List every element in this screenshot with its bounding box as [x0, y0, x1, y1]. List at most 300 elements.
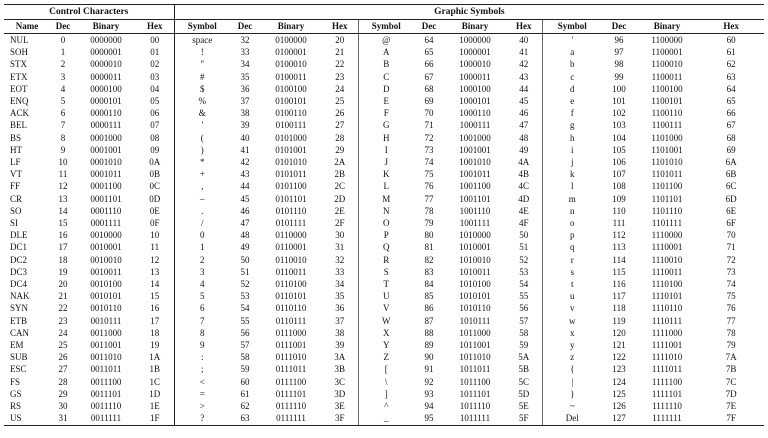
graphic3-dec-cell: 125 — [612, 388, 626, 399]
table-row — [4, 315, 764, 327]
graphic1-dec-cell: 35 — [240, 71, 250, 82]
graphic3-hex-cell: 79 — [726, 340, 736, 351]
control-dec-cell: 23 — [58, 315, 68, 326]
graphic3-hex-cell: 67 — [726, 120, 736, 131]
graphic3-dec-cell: 101 — [612, 96, 626, 107]
graphic2-binary-cell: 1001000 — [459, 132, 491, 143]
graphic2-hex-cell: 44 — [506, 83, 542, 95]
graphic1-binary-cell: 0111100 — [275, 376, 307, 387]
graphic1-binary-cell: 0101110 — [275, 205, 307, 216]
graphic2-hex-cell: 4F — [506, 217, 542, 229]
graphic1-binary-cell: 0100001 — [275, 47, 307, 58]
graphic1-hex-cell: 31 — [322, 241, 358, 253]
graphic1-hex-cell: 24 — [322, 83, 358, 95]
graphic1-dec-cell: 59 — [240, 364, 250, 375]
graphic1-symbol-cell: < — [199, 376, 205, 387]
graphic3-dec-cell: 102 — [612, 108, 626, 119]
control-binary-cell: 0001100 — [90, 181, 122, 192]
graphic1-symbol-cell: % — [198, 96, 206, 107]
graphic3-dec-cell: 108 — [612, 181, 626, 192]
graphic1-binary-cell: 0111010 — [275, 352, 307, 363]
graphic1-hex-cell: 30 — [322, 229, 358, 241]
graphic1-symbol-cell: , — [201, 181, 204, 192]
control-hex-cell: 17 — [136, 315, 174, 327]
control-hex-cell: 00 — [136, 34, 174, 47]
graphic1-dec-cell: 51 — [240, 266, 250, 277]
graphic3-hex-cell: 61 — [726, 47, 736, 58]
graphic3-dec-cell: 99 — [614, 71, 624, 82]
control-binary-cell: 0001101 — [90, 193, 122, 204]
graphic1-header-symbol: Symbol — [174, 20, 230, 34]
graphic3-binary-cell: 1111010 — [651, 352, 683, 363]
graphic2-hex-cell: 56 — [506, 302, 542, 314]
graphic1-hex-cell: 33 — [322, 266, 358, 278]
graphic3-dec-cell: 113 — [612, 242, 626, 253]
graphic3-hex-cell: 7E — [726, 401, 737, 412]
control-dec-cell: 30 — [58, 401, 68, 412]
table-row — [4, 168, 764, 180]
graphic3-symbol-cell: z — [570, 352, 575, 363]
graphic3-hex-cell: 75 — [726, 291, 736, 302]
graphic1-symbol-cell: . — [201, 205, 204, 216]
graphic2-binary-cell: 1010001 — [459, 242, 491, 253]
graphic1-binary-cell: 0110110 — [275, 303, 307, 314]
control-binary-cell: 0001110 — [90, 205, 122, 216]
graphic3-hex-cell: 6D — [725, 193, 737, 204]
control-name-cell: DLE — [10, 230, 28, 241]
graphic1-binary-cell: 0110101 — [275, 291, 307, 302]
control-name-cell: SYN — [10, 303, 29, 314]
table-row — [4, 95, 764, 107]
table-row — [4, 376, 764, 388]
graphic1-symbol-cell: 4 — [200, 279, 205, 290]
graphic2-symbol-cell: K — [383, 169, 390, 180]
graphic2-dec-cell: 93 — [424, 388, 434, 399]
graphic2-binary-cell: 1001011 — [459, 169, 491, 180]
graphic2-binary-cell: 1001100 — [459, 181, 491, 192]
graphic2-binary-cell: 1001110 — [459, 205, 491, 216]
graphic3-dec-cell: 97 — [614, 47, 624, 58]
graphic2-dec-cell: 76 — [424, 181, 434, 192]
graphic3-hex-cell: 63 — [726, 71, 736, 82]
graphic1-binary-cell: 0110000 — [275, 230, 307, 241]
control-hex-cell: 0B — [136, 168, 174, 180]
graphic1-symbol-cell: 1 — [200, 242, 205, 253]
graphic3-header-symbol: Symbol — [542, 20, 602, 34]
graphic1-dec-cell: 38 — [240, 108, 250, 119]
graphic1-hex-cell: 38 — [322, 327, 358, 339]
control-hex-cell: 0F — [136, 217, 174, 229]
graphic3-dec-cell: 105 — [612, 144, 626, 155]
ascii-table — [4, 4, 764, 426]
control-name-cell: SO — [10, 205, 22, 216]
graphic3-header-binary: Binary — [636, 20, 698, 34]
graphic2-hex-cell: 4B — [506, 168, 542, 180]
graphic2-binary-cell: 1000110 — [459, 108, 491, 119]
graphic3-binary-cell: 1100101 — [651, 96, 683, 107]
graphic1-hex-cell: 3A — [322, 351, 358, 363]
control-dec-cell: 11 — [58, 169, 68, 180]
graphic2-symbol-cell: A — [383, 47, 390, 58]
graphic1-binary-cell: 0100000 — [275, 35, 307, 45]
graphic3-binary-cell: 1100111 — [651, 120, 683, 131]
graphic1-symbol-cell: " — [200, 59, 205, 70]
graphic1-symbol-cell: = — [199, 388, 205, 399]
graphic1-dec-cell: 61 — [240, 388, 250, 399]
graphic2-symbol-cell: P — [383, 230, 389, 241]
graphic2-hex-cell: 51 — [506, 241, 542, 253]
graphic3-symbol-cell: i — [570, 144, 574, 155]
graphic1-binary-cell: 0111101 — [275, 388, 307, 399]
graphic2-symbol-cell: W — [382, 315, 391, 326]
graphic1-binary-cell: 0101011 — [275, 169, 307, 180]
graphic2-dec-cell: 92 — [424, 376, 434, 387]
graphic3-binary-cell: 1100110 — [651, 108, 683, 119]
graphic2-binary-cell: 1010101 — [459, 291, 491, 302]
graphic2-symbol-cell: B — [383, 59, 390, 70]
graphic1-symbol-cell: $ — [200, 83, 205, 94]
graphic2-binary-cell: 1000000 — [459, 35, 491, 45]
table-row — [4, 107, 764, 119]
graphic2-hex-cell: 5D — [506, 388, 542, 400]
control-name-cell: ESC — [10, 364, 27, 375]
graphic1-dec-cell: 50 — [240, 254, 250, 265]
control-hex-cell: 13 — [136, 266, 174, 278]
control-name-cell: ETX — [10, 71, 28, 82]
graphic3-symbol-cell: } — [570, 388, 575, 399]
graphic3-binary-cell: 1111000 — [651, 327, 683, 338]
graphic1-hex-cell: 3D — [322, 388, 358, 400]
graphic2-symbol-cell: I — [384, 144, 388, 155]
control-dec-cell: 21 — [58, 291, 68, 302]
graphic1-hex-cell: 39 — [322, 339, 358, 351]
graphic1-symbol-cell: ( — [200, 132, 204, 143]
graphic2-binary-cell: 1011100 — [459, 376, 491, 387]
graphic1-symbol-cell: space — [192, 35, 213, 45]
control-dec-cell: 16 — [58, 230, 68, 241]
table-row — [4, 327, 764, 339]
graphic2-symbol-cell: Y — [383, 340, 390, 351]
graphic3-dec-cell: 123 — [612, 364, 626, 375]
graphic3-dec-cell: 121 — [612, 340, 626, 351]
graphic2-hex-cell: 41 — [506, 46, 542, 58]
graphic3-dec-cell: 118 — [612, 303, 626, 314]
table-row — [4, 205, 764, 217]
graphic3-symbol-cell: b — [570, 59, 575, 70]
control-hex-cell: 08 — [136, 132, 174, 144]
graphic3-dec-cell: 103 — [612, 120, 626, 131]
graphic1-symbol-cell: ; — [200, 364, 204, 375]
graphic1-symbol-cell: & — [198, 108, 206, 119]
control-name-cell: RS — [10, 401, 22, 412]
control-name-cell: SI — [10, 218, 19, 229]
graphic2-dec-cell: 78 — [424, 205, 434, 216]
control-characters-title: Control Characters — [4, 5, 174, 20]
graphic3-symbol-cell: a — [570, 47, 575, 58]
graphic3-hex-cell: 66 — [726, 108, 736, 119]
graphic2-dec-cell: 80 — [424, 230, 434, 241]
control-header-binary: Binary — [76, 20, 136, 34]
control-name-cell: VT — [10, 169, 22, 180]
graphic3-dec-cell: 111 — [612, 218, 626, 229]
graphic2-dec-cell: 84 — [424, 279, 434, 290]
graphic2-symbol-cell: @ — [382, 35, 391, 45]
graphic1-symbol-cell: ) — [200, 144, 204, 155]
graphic3-symbol-cell: ~ — [569, 401, 575, 412]
graphic2-symbol-cell: [ — [384, 364, 388, 375]
control-dec-cell: 1 — [60, 47, 66, 58]
graphic3-binary-cell: 1110010 — [651, 254, 683, 265]
graphic2-hex-cell: 5C — [506, 376, 542, 388]
graphic3-hex-cell: 7D — [725, 388, 737, 399]
graphic3-hex-cell: 6B — [725, 169, 737, 180]
graphic3-binary-cell: 1101001 — [651, 144, 683, 155]
graphic2-binary-cell: 1001101 — [459, 193, 491, 204]
graphic2-hex-cell: 49 — [506, 144, 542, 156]
graphic3-binary-cell: 1110111 — [651, 315, 683, 326]
control-binary-cell: 0011110 — [90, 401, 122, 412]
graphic2-symbol-cell: E — [383, 96, 389, 107]
control-name-cell: GS — [10, 388, 22, 399]
ascii-table-figure — [4, 4, 764, 434]
control-hex-cell: 0A — [136, 156, 174, 168]
control-dec-cell: 8 — [60, 132, 66, 143]
control-name-cell: DC3 — [10, 266, 28, 277]
control-name-cell: DC2 — [10, 254, 28, 265]
control-hex-cell: 09 — [136, 144, 174, 156]
control-name-cell: ACK — [10, 108, 30, 119]
graphic1-binary-cell: 0100011 — [275, 71, 307, 82]
graphic2-hex-cell: 50 — [506, 229, 542, 241]
control-binary-cell: 0000000 — [90, 35, 122, 45]
graphic2-symbol-cell: \ — [384, 376, 388, 387]
graphic1-symbol-cell: ' — [201, 120, 204, 131]
graphic1-dec-cell: 47 — [240, 218, 250, 229]
control-hex-cell: 10 — [136, 229, 174, 241]
graphic1-hex-cell: 23 — [322, 71, 358, 83]
table-row — [4, 71, 764, 83]
graphic1-hex-cell: 27 — [322, 119, 358, 131]
graphic1-dec-cell: 34 — [240, 59, 250, 70]
control-name-cell: STX — [10, 59, 28, 70]
graphic3-hex-cell: 73 — [726, 266, 736, 277]
table-row — [4, 412, 764, 425]
table-row — [4, 241, 764, 253]
control-dec-cell: 29 — [58, 388, 68, 399]
graphic2-dec-cell: 89 — [424, 340, 434, 351]
control-dec-cell: 24 — [58, 327, 68, 338]
graphic1-hex-cell: 2E — [322, 205, 358, 217]
table-row — [4, 290, 764, 302]
control-binary-cell: 0010100 — [90, 279, 122, 290]
graphic2-symbol-cell: X — [383, 327, 390, 338]
graphic3-dec-cell: 127 — [602, 412, 636, 425]
control-hex-cell: 04 — [136, 83, 174, 95]
graphic1-dec-cell: 33 — [240, 47, 250, 58]
graphic1-dec-cell: 48 — [240, 230, 250, 241]
graphic1-symbol-cell: > — [199, 401, 205, 412]
graphic2-hex-cell: 5F — [506, 412, 542, 425]
graphic1-dec-cell: 56 — [240, 327, 250, 338]
graphic3-hex-cell: 70 — [726, 230, 736, 241]
graphic2-hex-cell: 55 — [506, 290, 542, 302]
table-row — [4, 156, 764, 168]
graphic1-hex-cell: 2D — [322, 193, 358, 205]
graphic3-header-dec: Dec — [602, 20, 636, 34]
graphic1-dec-cell: 44 — [240, 181, 250, 192]
graphic1-binary-cell: 0101101 — [275, 193, 307, 204]
graphic1-symbol-cell: # — [200, 71, 205, 82]
graphic2-dec-cell: 87 — [424, 315, 434, 326]
graphic3-hex-cell: 7C — [725, 376, 737, 387]
control-name-cell: SOH — [10, 47, 29, 58]
graphic2-dec-cell: 85 — [424, 291, 434, 302]
graphic2-binary-cell: 1000100 — [459, 83, 491, 94]
graphic1-dec-cell: 53 — [240, 291, 250, 302]
graphic3-binary-cell: 1101000 — [651, 132, 683, 143]
graphic2-hex-cell: 42 — [506, 58, 542, 70]
graphic3-binary-cell: 1101111 — [651, 218, 683, 229]
control-name-cell: BEL — [10, 120, 27, 131]
graphic1-dec-cell: 62 — [240, 401, 250, 412]
graphic1-header-binary: Binary — [260, 20, 322, 34]
graphic2-binary-cell: 1000011 — [459, 71, 491, 82]
graphic1-dec-cell: 46 — [240, 205, 250, 216]
control-dec-cell: 3 — [60, 71, 66, 82]
graphic3-binary-cell: 1100010 — [651, 59, 683, 70]
graphic3-binary-cell: 1111101 — [651, 388, 683, 399]
graphic1-dec-cell: 63 — [230, 412, 260, 425]
graphic2-binary-cell: 1010010 — [459, 254, 491, 265]
control-hex-cell: 1F — [136, 412, 174, 425]
graphic3-binary-cell: 1110011 — [651, 266, 683, 277]
graphic3-dec-cell: 114 — [612, 254, 626, 265]
table-row — [4, 339, 764, 351]
graphic2-dec-cell: 67 — [424, 71, 434, 82]
graphic2-hex-cell: 5E — [506, 400, 542, 412]
control-header-dec: Dec — [50, 20, 76, 34]
graphic3-symbol-cell: t — [570, 279, 574, 290]
graphic1-hex-cell: 2F — [322, 217, 358, 229]
table-row — [4, 34, 764, 47]
control-hex-cell: 06 — [136, 107, 174, 119]
graphic3-hex-cell: 6C — [725, 181, 737, 192]
graphic3-symbol-cell: r — [570, 254, 574, 265]
graphic3-hex-cell: 69 — [726, 144, 736, 155]
graphic1-symbol-cell: 0 — [200, 230, 205, 241]
graphic1-hex-cell: 28 — [322, 132, 358, 144]
graphic3-hex-cell: 7B — [725, 364, 737, 375]
graphic2-symbol-cell: F — [383, 108, 389, 119]
graphic3-dec-cell: 106 — [612, 157, 626, 168]
graphic3-symbol-cell: g — [570, 120, 575, 131]
control-binary-cell: 0010001 — [90, 242, 122, 253]
control-binary-cell: 0001000 — [90, 132, 122, 143]
graphic3-dec-cell: 117 — [612, 291, 626, 302]
graphic3-symbol-cell: x — [570, 327, 575, 338]
control-dec-cell: 20 — [58, 279, 68, 290]
control-binary-cell: 0000111 — [90, 120, 122, 131]
table-row — [4, 400, 764, 412]
graphic3-symbol-cell: y — [570, 340, 575, 351]
graphic2-binary-cell: 1011001 — [459, 340, 491, 351]
control-name-cell: ETB — [10, 315, 27, 326]
control-name-cell: ENQ — [10, 96, 29, 107]
graphic2-symbol-cell: _ — [358, 412, 414, 425]
graphic2-hex-cell: 4D — [506, 193, 542, 205]
graphic3-hex-cell: 68 — [726, 132, 736, 143]
graphic1-binary-cell: 0110010 — [275, 254, 307, 265]
graphic3-binary-cell: 1110101 — [651, 291, 683, 302]
graphic3-dec-cell: 116 — [612, 279, 626, 290]
graphic1-binary-cell: 0100010 — [275, 59, 307, 70]
graphic2-hex-cell: 59 — [506, 339, 542, 351]
graphic1-hex-cell: 3F — [322, 412, 358, 425]
control-binary-cell: 0000010 — [90, 59, 122, 70]
graphic3-dec-cell: 120 — [612, 327, 626, 338]
graphic2-binary-cell: 1010110 — [459, 303, 491, 314]
graphic2-hex-cell: 4A — [506, 156, 542, 168]
graphic1-symbol-cell: 5 — [200, 291, 205, 302]
graphic2-hex-cell: 54 — [506, 278, 542, 290]
graphic1-binary-cell: 0101000 — [275, 132, 307, 143]
control-hex-cell: 0D — [136, 193, 174, 205]
control-dec-cell: 27 — [58, 364, 68, 375]
graphic2-symbol-cell: ] — [384, 388, 388, 399]
graphic2-binary-cell: 1011111 — [444, 412, 506, 425]
control-binary-cell: 0000011 — [90, 71, 122, 82]
control-name-cell: SUB — [10, 352, 28, 363]
graphic2-symbol-cell: Q — [383, 242, 390, 253]
control-name-cell: US — [4, 412, 50, 425]
graphic1-hex-cell: 2C — [322, 180, 358, 192]
control-hex-cell: 1B — [136, 363, 174, 375]
graphic1-symbol-cell: : — [200, 352, 204, 363]
graphic3-header-hex: Hex — [698, 20, 764, 34]
graphic1-dec-cell: 55 — [240, 315, 250, 326]
control-hex-cell: 11 — [136, 241, 174, 253]
graphic3-dec-cell: 100 — [612, 83, 626, 94]
graphic3-dec-cell: 96 — [614, 35, 624, 45]
graphic2-binary-cell: 1001111 — [459, 218, 491, 229]
graphic1-binary-cell: 0111000 — [275, 327, 307, 338]
graphic1-binary-cell: 0101111 — [275, 218, 307, 229]
graphic3-dec-cell: 126 — [612, 401, 626, 412]
control-dec-cell: 6 — [60, 108, 66, 119]
graphic2-dec-cell: 91 — [424, 364, 434, 375]
graphic2-binary-cell: 1010111 — [459, 315, 491, 326]
control-name-cell: EM — [10, 340, 24, 351]
graphic3-hex-cell: 78 — [726, 327, 736, 338]
graphic1-hex-cell: 32 — [322, 254, 358, 266]
graphic3-binary-cell: 1111110 — [652, 401, 682, 412]
control-binary-cell: 0000101 — [90, 96, 122, 107]
graphic2-symbol-cell: L — [383, 181, 389, 192]
control-binary-cell: 0000100 — [90, 83, 122, 94]
graphic1-binary-cell: 0111011 — [275, 364, 307, 375]
control-name-cell: FF — [10, 181, 21, 192]
graphic1-hex-cell: 21 — [322, 46, 358, 58]
graphic2-dec-cell: 72 — [424, 132, 434, 143]
graphic3-symbol-cell: s — [570, 266, 574, 277]
graphic1-dec-cell: 32 — [240, 35, 250, 45]
graphic3-binary-cell: 1110110 — [651, 303, 683, 314]
graphic3-symbol-cell: o — [570, 218, 575, 229]
graphic1-dec-cell: 41 — [240, 144, 250, 155]
control-name-cell: DC1 — [10, 242, 28, 253]
control-hex-cell: 02 — [136, 58, 174, 70]
graphic3-binary-cell: 1111011 — [651, 364, 683, 375]
